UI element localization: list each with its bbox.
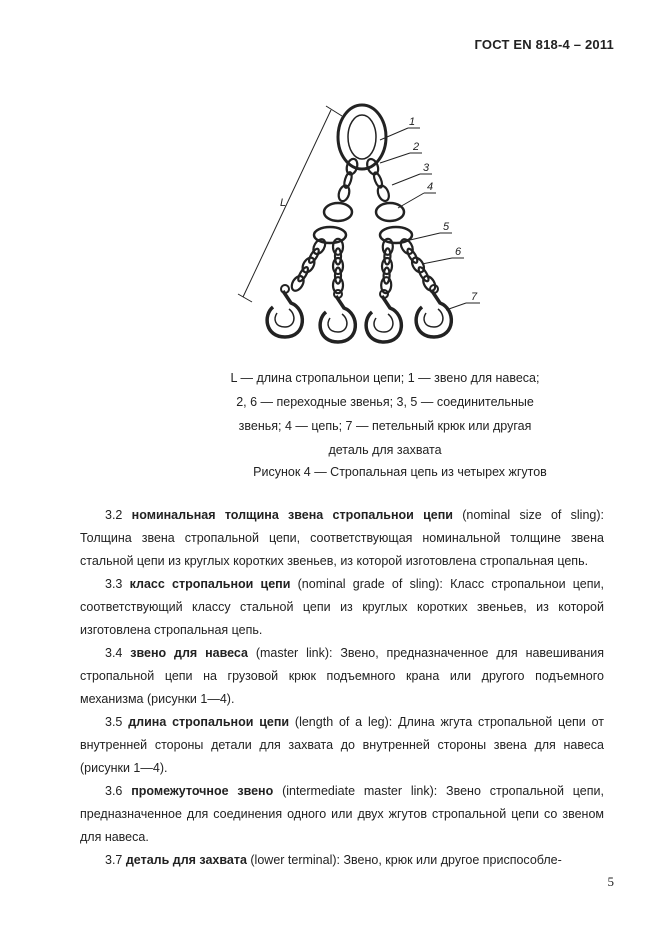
clause-number: 3.3 [105, 577, 123, 591]
term: звено для навеса [130, 646, 248, 660]
definition-paragraph [80, 573, 604, 642]
figure-caption: Рисунок 4 — Стропальная цепь из четырех жгутов [253, 465, 547, 479]
clause-number: 3.7 [105, 853, 123, 867]
clause-number: 3.2 [105, 508, 123, 522]
definition-paragraph [80, 849, 604, 872]
term: класс стропальнои цепи [129, 577, 291, 591]
definition-paragraph [80, 642, 604, 711]
legend-line: 2, 6 — переходные звенья; 3, 5 — соединительные [236, 395, 534, 409]
legend-line: деталь для захвата [328, 443, 442, 457]
definition-paragraph [80, 711, 604, 780]
definition-text: (nominal size of sling): Толщина звена стропальной цепи, соответствующая номинальной толщине звена стальной цепи из круглых коротких звеньев, из которой изготовлена стропальная цепь. [80, 508, 604, 568]
figure-legend [200, 366, 570, 462]
dimension-label: L [280, 197, 287, 209]
term: длина стропальнои цепи [128, 715, 290, 729]
definition-text: (intermediate master link): Звено стропальной цепи, предназначенное для соединения одного или двух жгутов стропальной цепи со звеном для навеса. [80, 784, 604, 844]
page-number: 5 [607, 874, 614, 889]
definitions [80, 504, 604, 872]
callout-4: 4 [427, 181, 434, 193]
legend-line: L — длина стропальнои цепи; 1 — звено для навеса; [230, 371, 540, 385]
callout-1: 1 [409, 116, 416, 128]
legend-line: звенья; 4 — цепь; 7 — петельный крюк или другая [238, 419, 532, 433]
term: номинальная толщина звена стропальнои цепи [131, 508, 453, 522]
definition-text: (lower terminal): Звено, крюк или другое приспособле- [246, 853, 562, 867]
callout-3: 3 [423, 162, 430, 174]
callout-2: 2 [413, 141, 420, 153]
callout-6: 6 [455, 246, 462, 258]
definition-text: (nominal grade of sling): Класс стропальнои цепи, соответствующий классу стальной цепи из круглых коротких звеньев, из которой изготовлена стропальная цепь. [80, 577, 604, 637]
clause-number: 3.4 [105, 646, 123, 660]
definition-text: (length of a leg): Длина жгута стропальной цепи от внутренней стороны детали для захвата до внутренней стороны звена для навеса (рисунки 1—4). [80, 715, 604, 775]
sling-figure [0, 0, 662, 360]
term: деталь для захвата [125, 853, 247, 867]
definition-text: (master link): Звено, предназначенное для навешивания стропальной цепи на грузовой крюк подъемного крана или другого подъемного механизма (рисунки 1—4). [80, 646, 604, 706]
standard-header: ГОСТ EN 818-4 – 2011 [474, 37, 614, 52]
term: промежуточное звено [131, 784, 274, 798]
clause-number: 3.6 [105, 784, 123, 798]
callout-5: 5 [443, 221, 450, 233]
dimension-line [243, 110, 331, 297]
definition-paragraph [80, 780, 604, 849]
clause-number: 3.5 [105, 715, 123, 729]
definition-paragraph [80, 504, 604, 573]
callout-7: 7 [471, 291, 478, 303]
